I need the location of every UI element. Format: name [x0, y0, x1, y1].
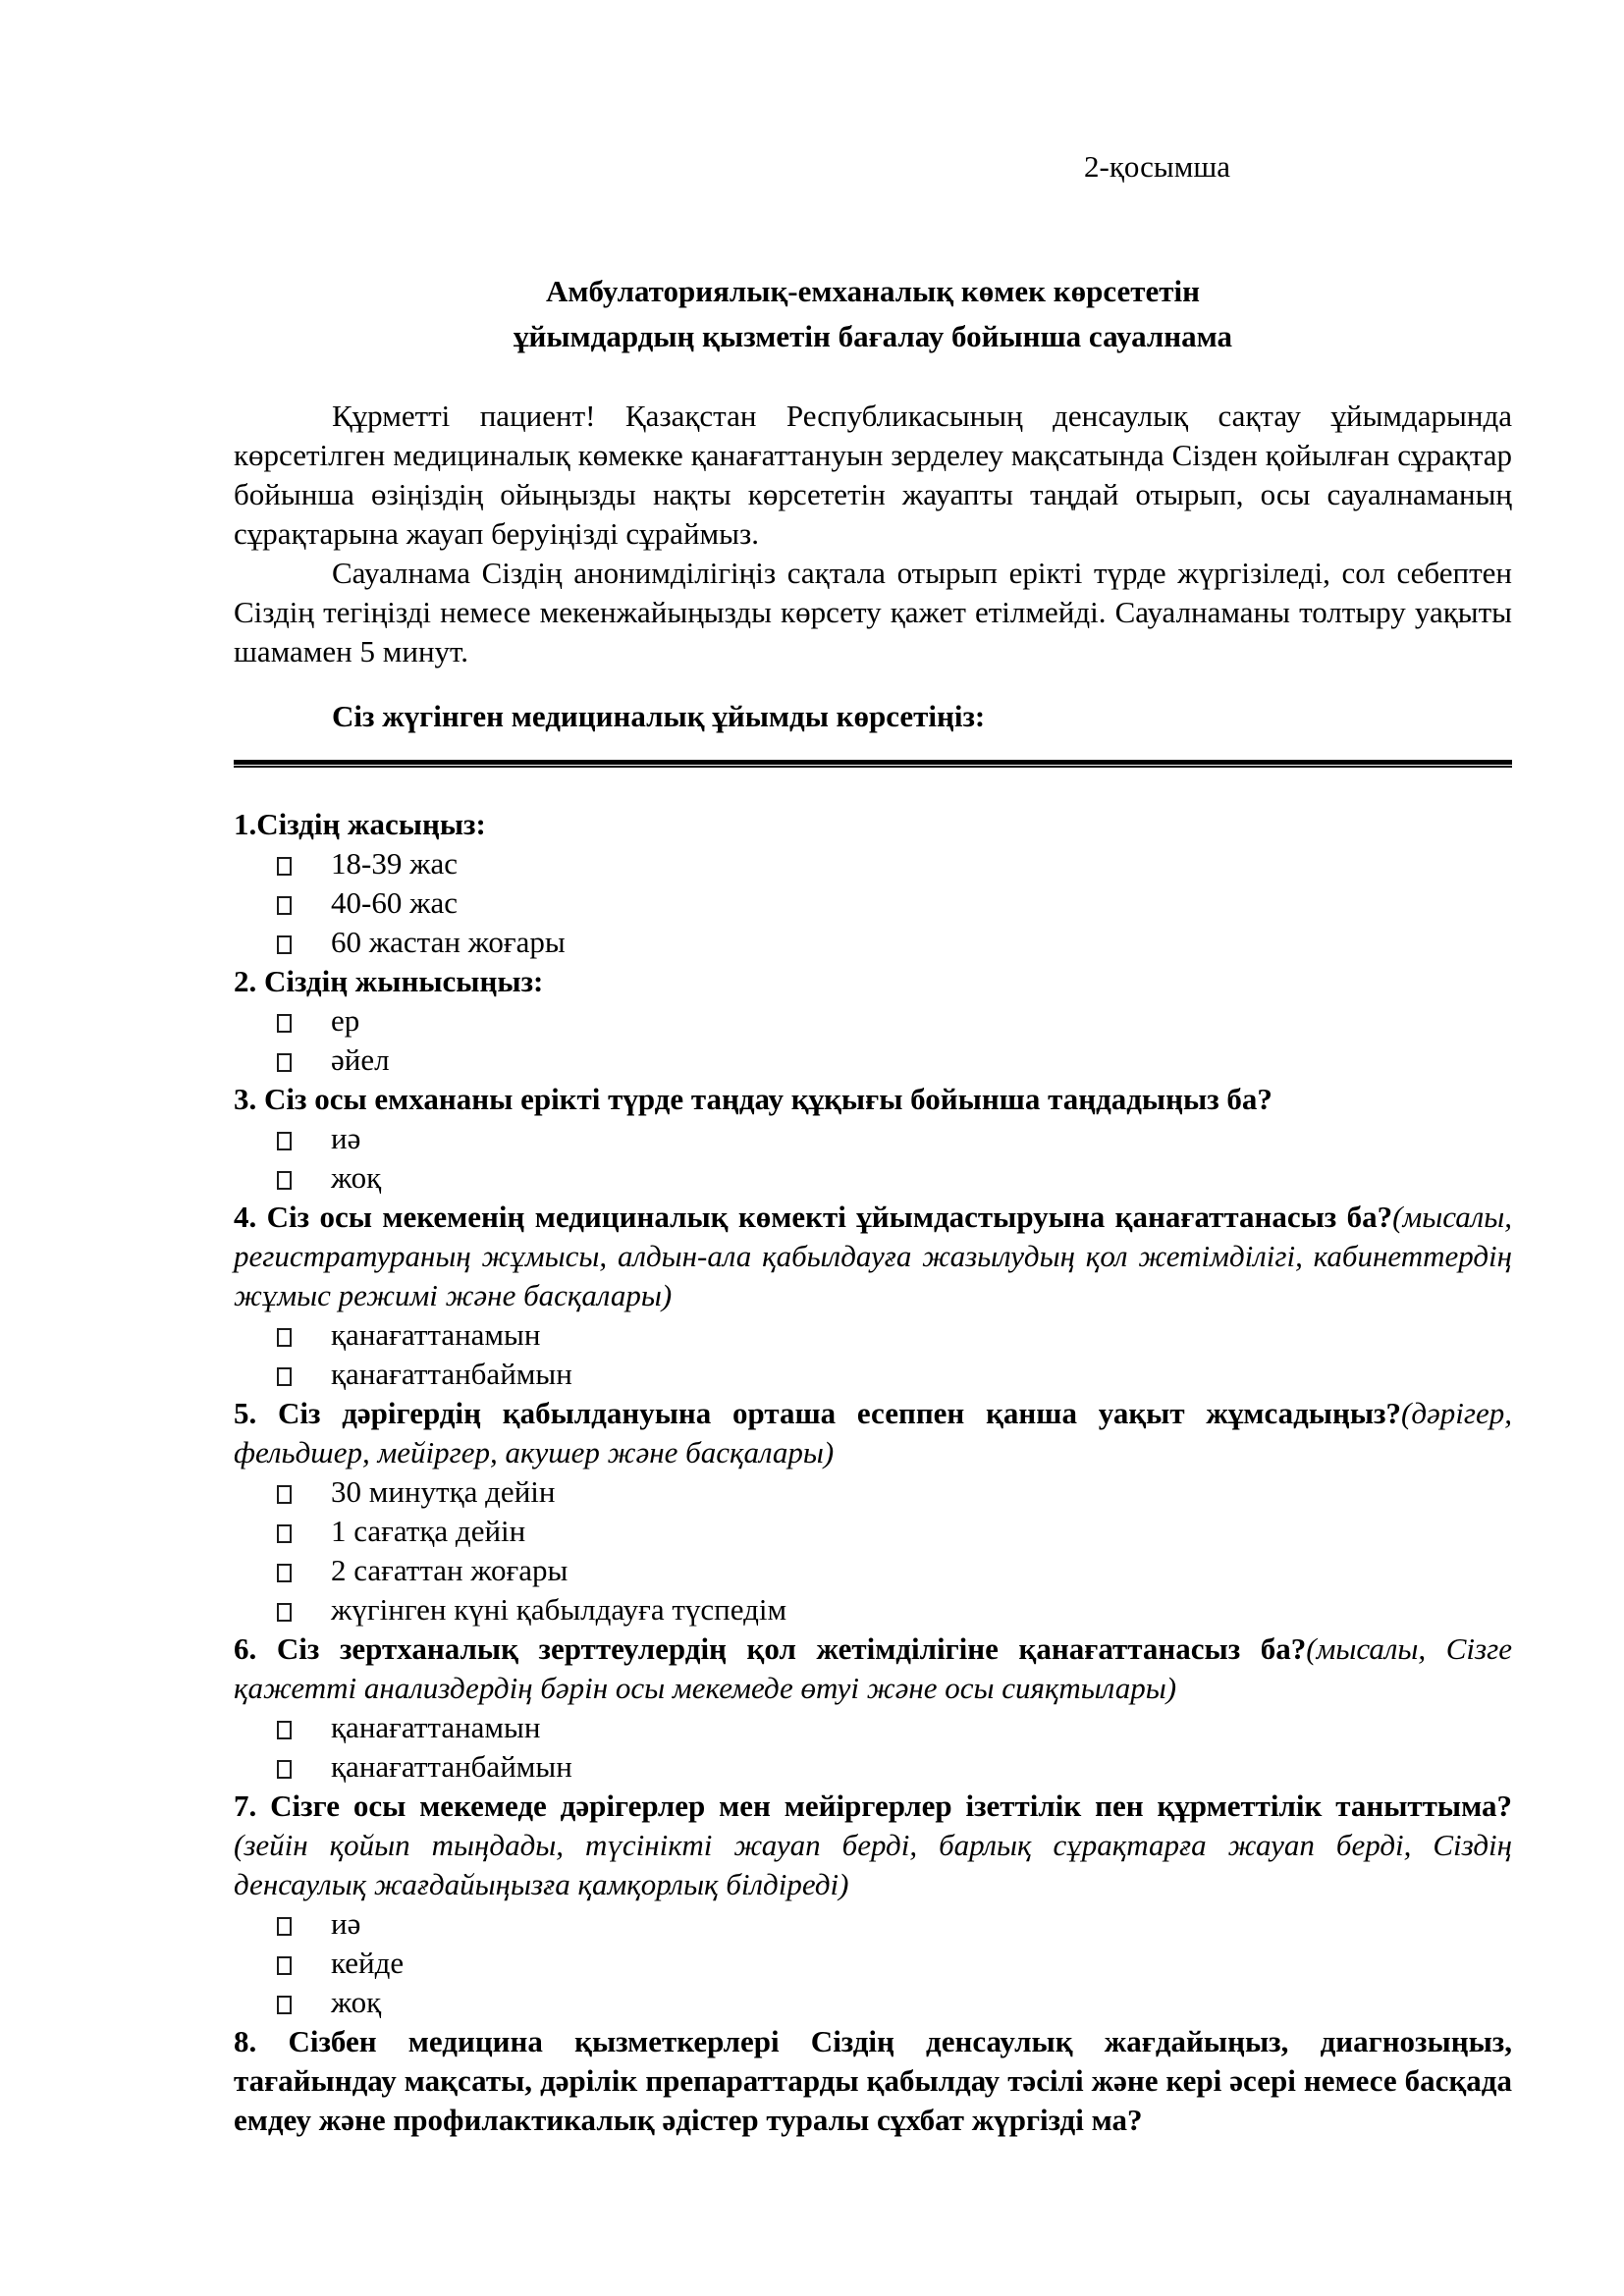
checkbox-icon[interactable] — [277, 1956, 292, 1975]
checkbox-icon[interactable] — [277, 935, 292, 954]
question-note: (мысалы, Сізге қажетті анализдердің бәрін осы мекемеде өтуі және осы сияқтылары) — [234, 1631, 1512, 1705]
option-label: 30 минутқа дейін — [331, 1474, 556, 1509]
question-3-option-row — [234, 1119, 1512, 1158]
document-title-line1: Амбулаториялық-емханалық көмек көрсететін — [546, 274, 1200, 308]
questions-list — [234, 805, 1512, 2140]
document-title-line2: ұйымдардың қызметін бағалау бойынша сауалнама — [513, 319, 1233, 353]
question-8 — [234, 2022, 1512, 2140]
option-label: 40-60 жас — [331, 885, 459, 920]
organization-prompt: Сіз жүгінген медициналық ұйымды көрсетіңіз: — [332, 699, 986, 733]
question-note: (зейін қойып тыңдады, түсінікті жауап берді, барлық сұрақтарға жауап берді, Сіздің денсаулық жағдайыңызға қамқорлық білдіреді) — [234, 1828, 1512, 1901]
question-6 — [234, 1629, 1512, 1787]
option-label: қанағаттанбаймын — [331, 1749, 572, 1784]
question-5-option-row — [234, 1512, 1512, 1551]
option-label: 60 жастан жоғары — [331, 925, 566, 959]
question-7-option-row — [234, 1904, 1512, 1944]
question-7 — [234, 1787, 1512, 2022]
option-label: қанағаттанамын — [331, 1710, 541, 1744]
checkbox-icon[interactable] — [277, 1564, 292, 1582]
question-2-option-row — [234, 1001, 1512, 1041]
question-5 — [234, 1394, 1512, 1629]
option-label: қанағаттанбаймын — [331, 1357, 572, 1391]
question-2 — [234, 962, 1512, 1080]
option-label: қанағаттанамын — [331, 1317, 541, 1352]
checkbox-icon[interactable] — [277, 857, 292, 876]
question-5-option-row — [234, 1551, 1512, 1590]
question-4-label — [234, 1198, 1512, 1315]
checkbox-icon[interactable] — [277, 896, 292, 915]
question-text: 1.Сіздің жасыңыз: — [234, 807, 486, 841]
question-4-option-row — [234, 1355, 1512, 1394]
question-text: 4. Сіз осы мекеменің медициналық көмекті ұйымдастыруына қанағаттанасыз ба? — [234, 1200, 1393, 1234]
checkbox-icon[interactable] — [277, 1014, 292, 1033]
question-text: 3. Сіз осы емхананы ерікті түрде таңдау құқығы бойынша таңдадыңыз ба? — [234, 1082, 1272, 1116]
question-3-label — [234, 1080, 1512, 1119]
option-label: иә — [331, 1906, 361, 1941]
option-label: жоқ — [331, 1985, 382, 2019]
question-5-label — [234, 1394, 1512, 1472]
checkbox-icon[interactable] — [277, 1171, 292, 1190]
checkbox-icon[interactable] — [277, 1996, 292, 2014]
document-title — [234, 269, 1512, 359]
checkbox-icon[interactable] — [277, 1485, 292, 1504]
option-label: иә — [331, 1121, 361, 1155]
intro-paragraph-1: Құрметті пациент! Қазақстан Республикасының денсаулық сақтау ұйымдарында көрсетілген медициналық көмекке қанағаттануын зерделеу мақсатында Сізден қойылған сұрақтар бойынша өзіңіздің ойыңызды нақты көрсететін жауапты таңдай отырып, осы сауалнаманың сұрақтарына жауап беруіңізді сұраймыз. — [234, 399, 1512, 551]
question-text: 6. Сіз зертханалық зерттеулердің қол жетімділігіне қанағаттанасыз ба? — [234, 1631, 1307, 1666]
option-label: әйел — [331, 1042, 390, 1077]
checkbox-icon[interactable] — [277, 1760, 292, 1779]
checkbox-icon[interactable] — [277, 1367, 292, 1386]
checkbox-icon[interactable] — [277, 1721, 292, 1739]
question-6-label — [234, 1629, 1512, 1708]
question-3-option-row — [234, 1158, 1512, 1198]
option-label: кейде — [331, 1946, 405, 1980]
checkbox-icon[interactable] — [277, 1328, 292, 1347]
option-label: 1 сағатқа дейін — [331, 1514, 526, 1548]
option-label: ер — [331, 1003, 360, 1038]
checkbox-icon[interactable] — [277, 1132, 292, 1150]
question-2-label — [234, 962, 1512, 1001]
question-text: 8. Сізбен медицина қызметкерлері Сіздің денсаулық жағдайыңыз, диагнозыңыз, тағайындау мақсаты, дәрілік препараттарды қабылдау тәсілі және кері әсері немесе басқада емдеу және профилактикалық әдістер туралы сұхбат жүргізді ма? — [234, 2024, 1512, 2137]
question-1-option-row — [234, 844, 1512, 883]
question-5-option-row — [234, 1472, 1512, 1512]
option-label: 2 сағаттан жоғары — [331, 1553, 568, 1587]
annex-label: 2-қосымша — [1084, 149, 1230, 184]
question-2-option-row — [234, 1041, 1512, 1080]
question-text: 7. Сізге осы мекемеде дәрігерлер мен мейіргерлер ізеттілік пен құрметтілік таныттыма? — [234, 1789, 1512, 1823]
checkbox-icon[interactable] — [277, 1917, 292, 1936]
section-divider — [234, 760, 1512, 768]
question-7-option-row — [234, 1944, 1512, 1983]
question-6-option-row — [234, 1747, 1512, 1787]
question-5-option-row — [234, 1590, 1512, 1629]
question-1-label — [234, 805, 1512, 844]
question-3 — [234, 1080, 1512, 1198]
question-1 — [234, 805, 1512, 962]
question-8-label — [234, 2022, 1512, 2140]
question-note: (мысалы, регистратураның жұмысы, алдын-ала қабылдауға жазылудың қол жетімділігі, кабинеттердің жұмыс режимі және басқалары) — [234, 1200, 1512, 1312]
question-note: (дәрігер, фельдшер, мейіргер, акушер және басқалары) — [234, 1396, 1512, 1469]
intro-paragraph-2: Сауалнама Сіздің анонимділігіңіз сақтала отырып ерікті түрде жүргізіледі, сол себептен Сіздің тегіңізді немесе мекенжайыңызды көрсету қажет етілмейді. Сауалнаманы толтыру уақыты шамамен 5 минут. — [234, 556, 1512, 668]
question-1-option-row — [234, 883, 1512, 923]
question-4 — [234, 1198, 1512, 1394]
question-text: 5. Сіз дәрігердің қабылдануына орташа есеппен қанша уақыт жұмсадыңыз? — [234, 1396, 1402, 1430]
checkbox-icon[interactable] — [277, 1524, 292, 1543]
question-4-option-row — [234, 1315, 1512, 1355]
intro-section — [234, 397, 1512, 671]
checkbox-icon[interactable] — [277, 1053, 292, 1072]
question-7-option-row — [234, 1983, 1512, 2022]
option-label: 18-39 жас — [331, 846, 459, 881]
question-7-label — [234, 1787, 1512, 1904]
option-label: жоқ — [331, 1160, 382, 1195]
question-6-option-row — [234, 1708, 1512, 1747]
option-label: жүгінген күні қабылдауға түспедім — [331, 1592, 787, 1627]
question-1-option-row — [234, 923, 1512, 962]
checkbox-icon[interactable] — [277, 1603, 292, 1622]
question-text: 2. Сіздің жынысыңыз: — [234, 964, 544, 998]
